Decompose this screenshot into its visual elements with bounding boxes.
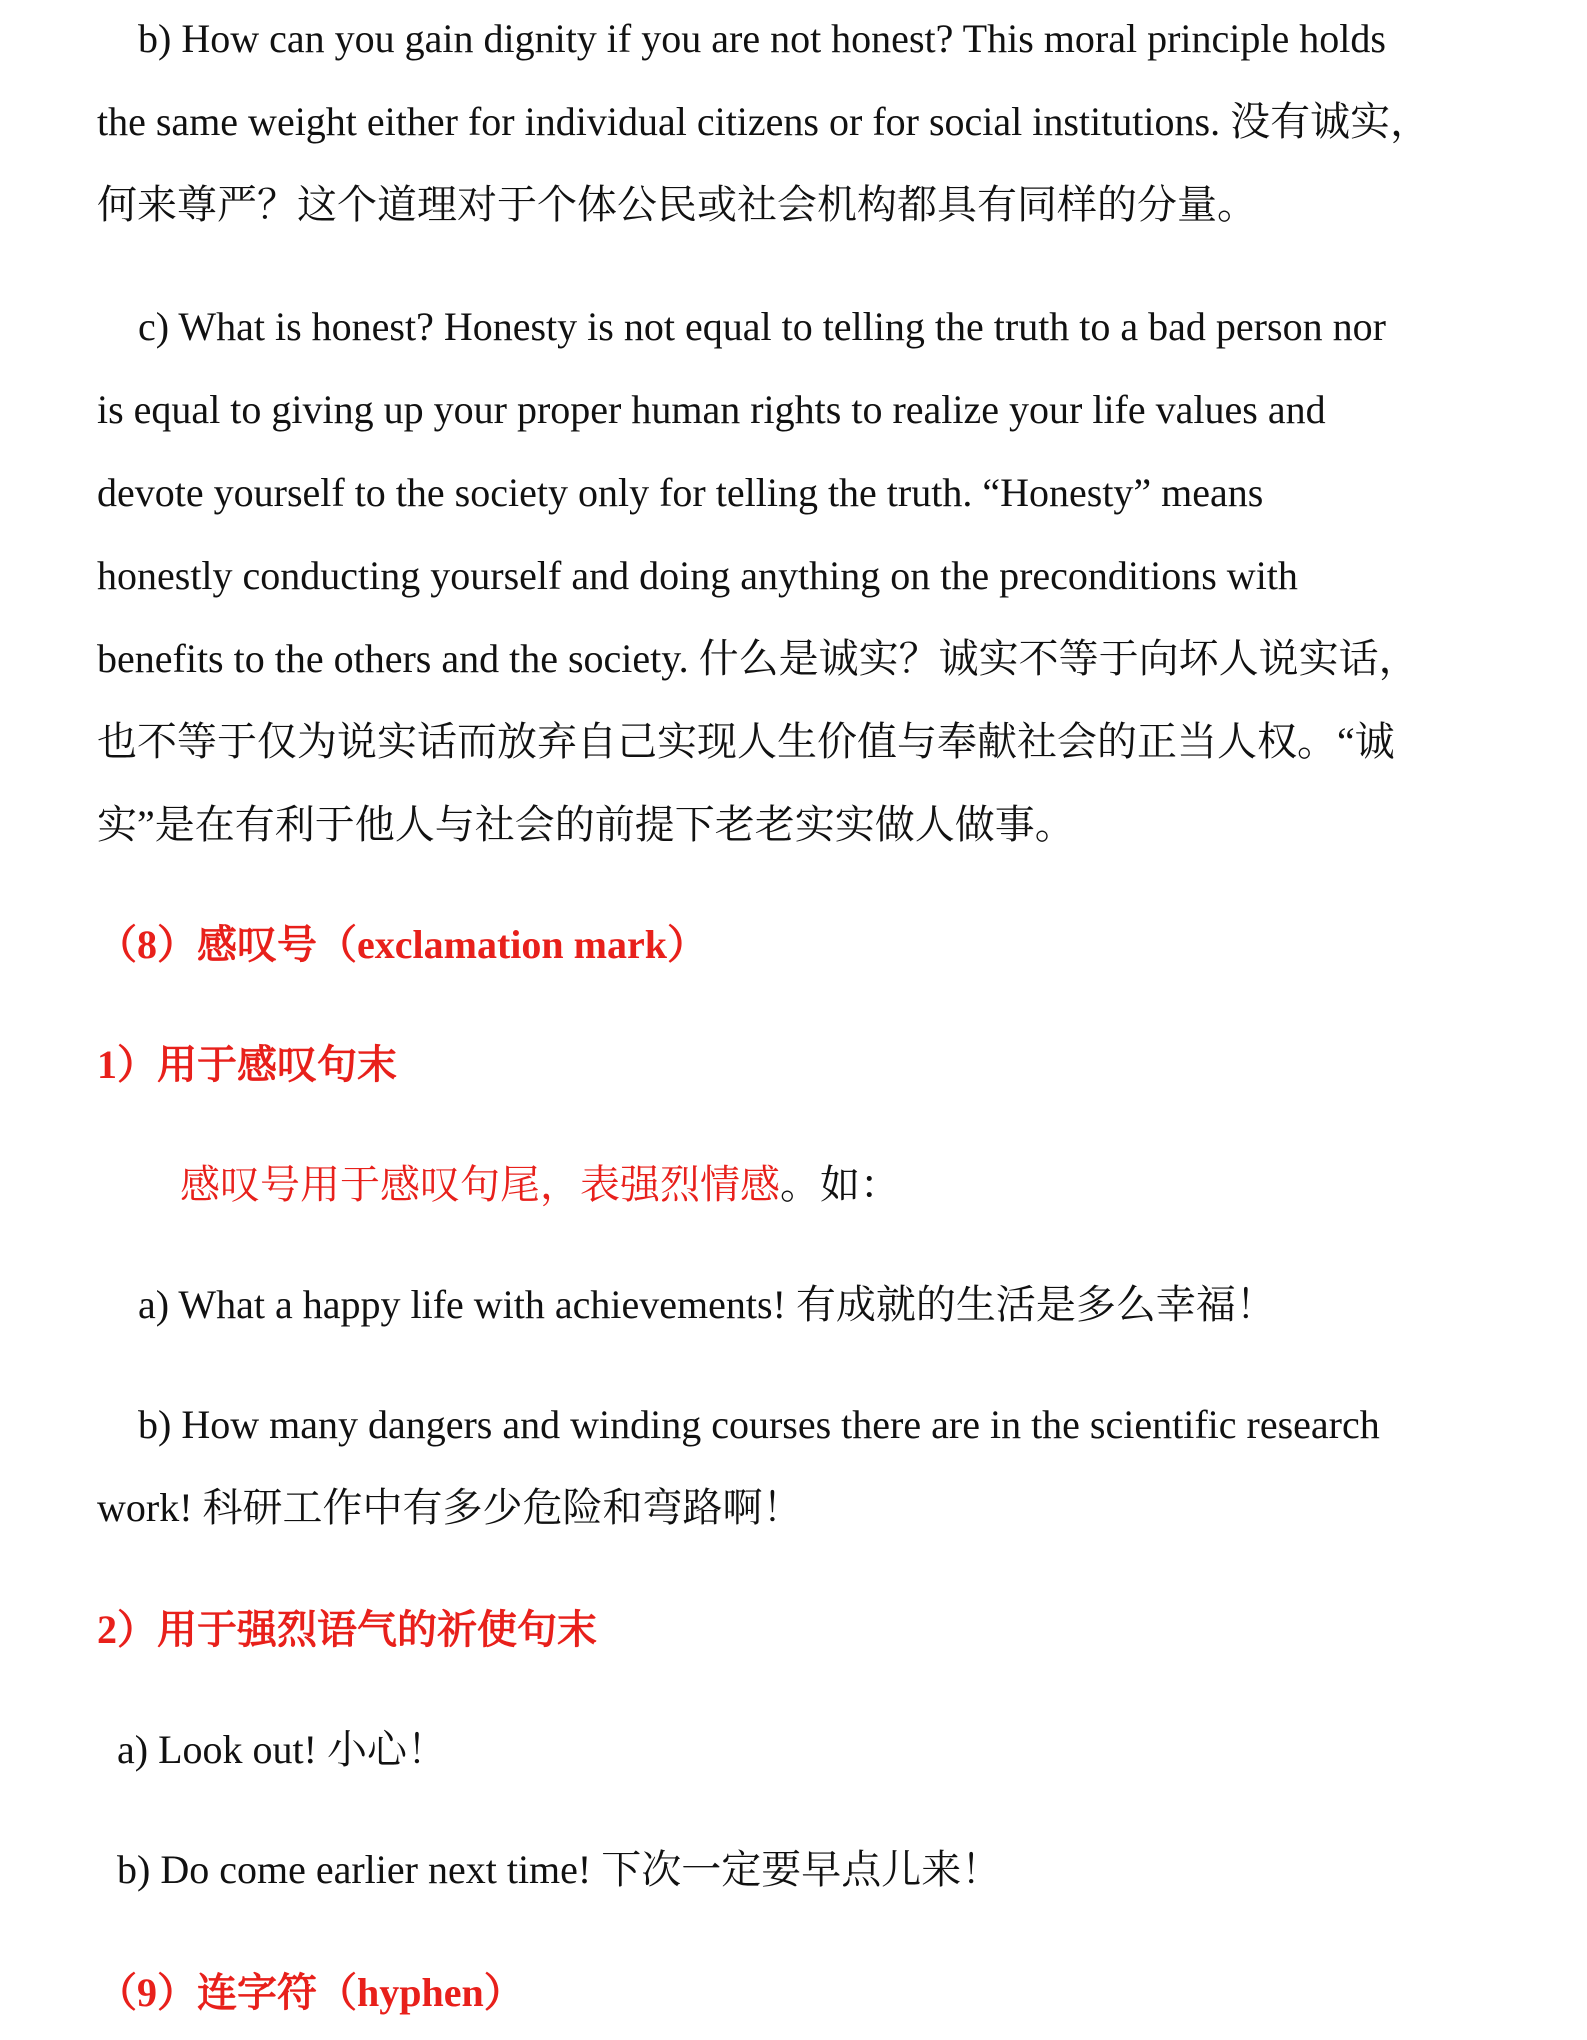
intro-black-text: 。如： (780, 1162, 900, 1207)
section-8-sub-2-heading: 2）用于强烈语气的祈使句末 (97, 1607, 597, 1652)
section-9-title: （9）连字符（hyphen） (97, 1970, 524, 2015)
paragraph-c-line-2: is equal to giving up your proper human rights to realize your life values and (97, 387, 1326, 432)
section-8-sub-1-heading: 1）用于感叹句末 (97, 1042, 397, 1087)
paragraph-c-line-5: benefits to the others and the society. 什么是诚实？诚实不等于向坏人说实话， (97, 636, 1419, 681)
paragraph-b-line-3: 何来尊严？这个道理对于个体公民或社会机构都具有同样的分量。 (97, 182, 1257, 227)
paragraph-c-line-4: honestly conducting yourself and doing anything on the preconditions with (97, 553, 1298, 598)
paragraph-b-line-2: the same weight either for individual citizens or for social institutions. 没有诚实， (97, 99, 1431, 144)
example-b-imperative: b) Do come earlier next time! 下次一定要早点儿来！ (117, 1847, 1002, 1892)
example-a-imperative: a) Look out! 小心！ (117, 1727, 447, 1772)
paragraph-c-line-3: devote yourself to the society only for telling the truth. “Honesty” means (97, 470, 1264, 515)
example-b-line-1: b) How many dangers and winding courses there are in the scientific research (138, 1402, 1380, 1447)
paragraph-c-line-7: 实”是在有利于他人与社会的前提下老老实实做人做事。 (97, 802, 1075, 847)
paragraph-b-line-1: b) How can you gain dignity if you are not honest? This moral principle holds (138, 16, 1386, 61)
example-a-exclamation: a) What a happy life with achievements! 有成就的生活是多么幸福！ (138, 1282, 1276, 1327)
intro-red-text: 感叹号用于感叹句尾，表强烈情感 (180, 1162, 780, 1207)
section-8-sub-1-intro (180, 1160, 900, 1210)
paragraph-c-line-6: 也不等于仅为说实话而放弃自己实现人生价值与奉献社会的正当人权。“诚 (97, 719, 1395, 764)
example-b-line-2: work! 科研工作中有多少危险和弯路啊！ (97, 1485, 803, 1530)
section-8-title: （8）感叹号（exclamation mark） (97, 922, 707, 967)
paragraph-c-line-1: c) What is honest? Honesty is not equal to telling the truth to a bad person nor (138, 304, 1386, 349)
